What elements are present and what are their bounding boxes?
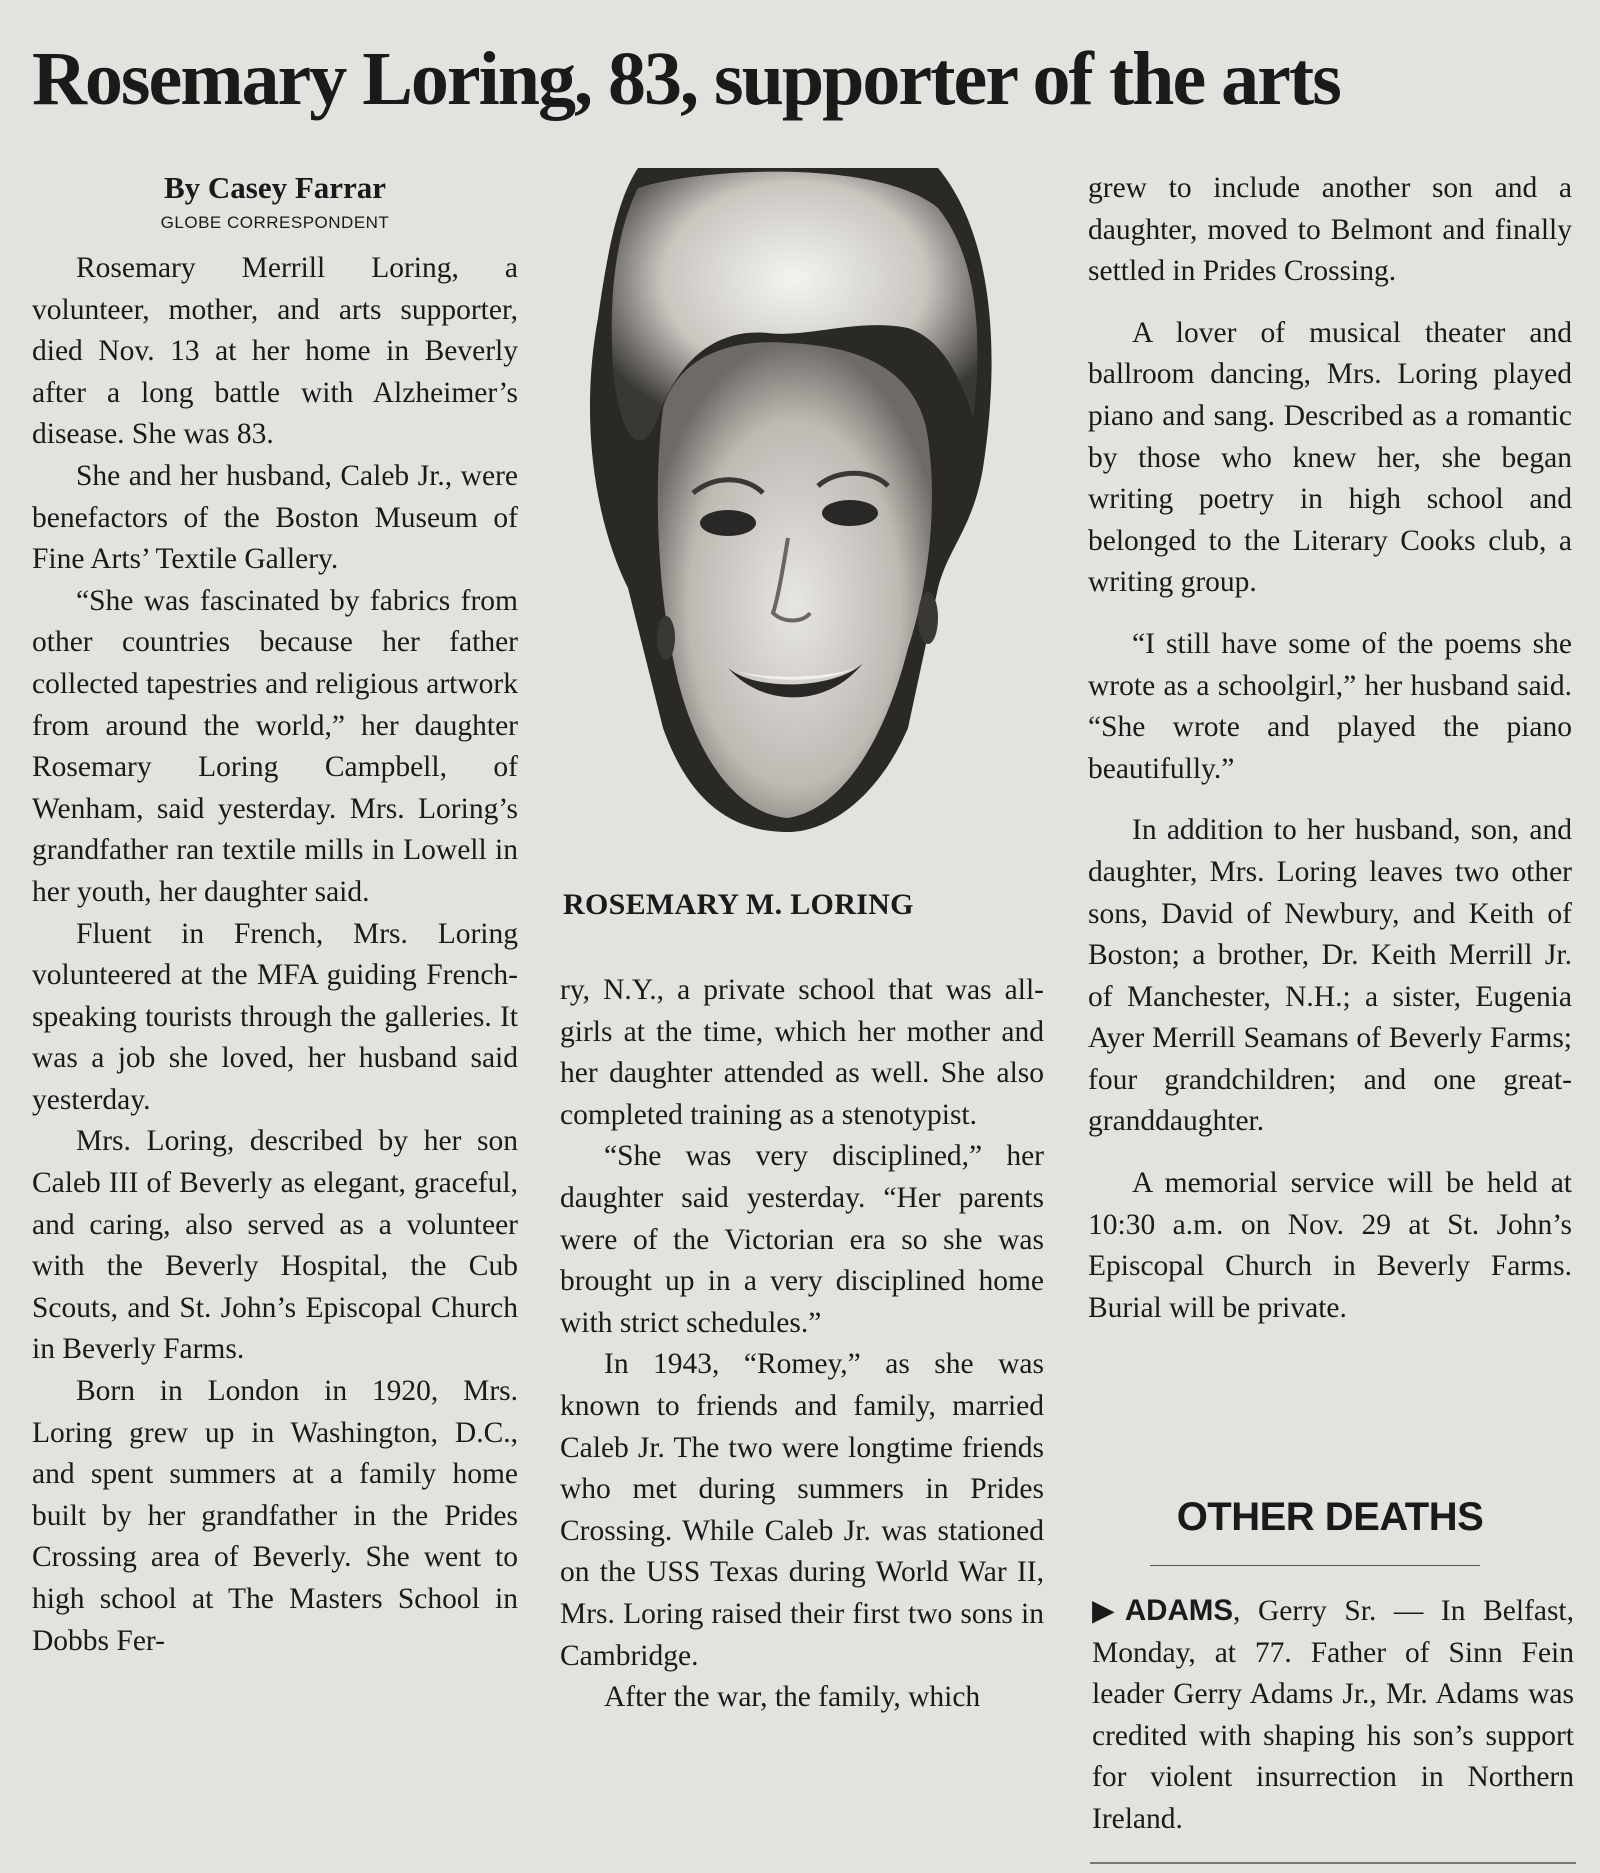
article-paragraph: Mrs. Loring, described by her son Caleb III of Beverly as elegant, graceful, and caring, also served as a volunteer with the Beverly Hospital, the Cub Scouts, and St. John’s Episcopal Church in Beverly Farms. (32, 1125, 518, 1366)
article-paragraph: Born in London in 1920, Mrs. Loring grew up in Washington, D.C., and spent summers at a family home built by her grandfather in the Prides Crossing area of Beverly. She went to high school at The Masters School in Dobbs Fer- (32, 1375, 518, 1657)
article-paragraph: She and her husband, Caleb Jr., were benefactors of the Boston Museum of Fine Arts’ Textile Gallery. (32, 459, 518, 576)
article-paragraph: After the war, the family, which (604, 1681, 981, 1714)
article-column-2 (560, 970, 1044, 1719)
article-paragraph: Rosemary Merrill Loring, a volunteer, mother, and arts supporter, died Nov. 13 at her home in Beverly after a long battle with Alzheimer’s disease. She was 83. (32, 252, 518, 451)
article-paragraph: A memorial service will be held at 10:30 a.m. on Nov. 29 at St. John’s Episcopal Church in Beverly Farms. Burial will be private. (1088, 1167, 1572, 1324)
byline-credit: GLOBE CORRESPONDENT (160, 213, 390, 232)
other-deaths-heading: OTHER DEATHS (1176, 1495, 1484, 1539)
entry-name: ADAMS (1124, 1594, 1234, 1627)
photo-caption: ROSEMARY M. LORING (563, 888, 914, 921)
article-paragraph: Fluent in French, Mrs. Loring volunteered at the MFA guiding French-speaking tourists through the galleries. It was a job she loved, her husband said yesterday. (32, 917, 518, 1116)
article-paragraph: “I still have some of the poems she wrote as a schoolgirl,” her husband said. “She wrote and played the piano beautifully.” (1088, 627, 1572, 785)
article-column-3 (1088, 168, 1572, 1349)
entry-text: , Gerry Sr. — In Belfast, Monday, at 77. Father of Sinn Fein leader Gerry Adams Jr., Mr. Adams was credited with shaping his son’s support for violent insurrection in Northern Ireland. (1092, 1595, 1575, 1835)
article-paragraph: A lover of musical theater and ballroom dancing, Mrs. Loring played piano and sang. Described as a romantic by those who knew her, she began writing poetry in high school and belonged to the Literary Cooks club, a writing group. (1088, 316, 1572, 599)
article-paragraph: “She was very disciplined,” her daughter said yesterday. “Her parents were of the Victorian era so she was brought up in a very disciplined home with strict schedules.” (560, 1140, 1044, 1339)
article-paragraph: In 1943, “Romey,” as she was known to friends and family, married Caleb Jr. The two were longtime friends who met during summers in Prides Crossing. While Caleb Jr. was stationed on the USS Texas during World War II, Mrs. Loring raised their first two sons in Cambridge. (560, 1348, 1044, 1672)
death-notice-entry (1092, 1590, 1574, 1841)
portrait-photo (578, 168, 998, 832)
article-paragraph: In addition to her husband, son, and daughter, Mrs. Loring leaves two other sons, David of Newbury, and Keith of Boston; a brother, Dr. Keith Merrill Jr. of Manchester, N.H.; a sister, Eugenia Ayer Merrill Seamans of Beverly Farms; four grandchildren; and one great-granddaughter. (1088, 814, 1572, 1138)
bottom-divider (1090, 1862, 1576, 1864)
article-paragraph: grew to include another son and a daughter, moved to Belmont and finally settled in Prides Crossing. (1088, 172, 1572, 288)
article-column-1 (32, 168, 518, 1662)
triangle-marker-icon: ▶ (1092, 1595, 1125, 1627)
headline: Rosemary Loring, 83, supporter of the arts (32, 37, 1340, 121)
byline: By Casey Farrar (163, 170, 387, 205)
section-divider (1150, 1565, 1480, 1566)
article-paragraph: ry, N.Y., a private school that was all-girls at the time, which her mother and her daughter attended as well. She also completed training as a stenotypist. (560, 974, 1044, 1131)
article-paragraph: “She was fascinated by fabrics from other countries because her father collected tapestries and religious artwork from around the world,” her daughter Rosemary Loring Campbell, of Wenham, said yesterday. Mrs. Loring’s grandfather ran textile mills in Lowell in her youth, her daughter said. (32, 584, 518, 908)
